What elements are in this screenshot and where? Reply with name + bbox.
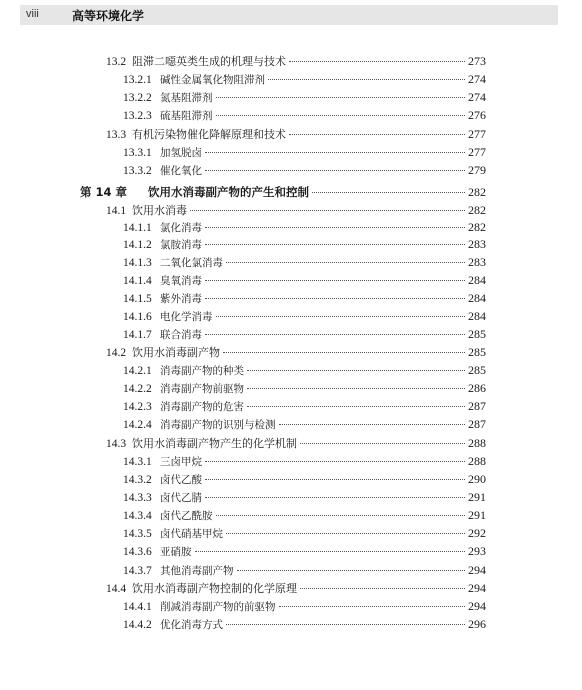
toc-entry bbox=[123, 219, 486, 235]
toc-entry-page: 276 bbox=[468, 108, 486, 122]
toc-entry-page: 294 bbox=[468, 581, 486, 595]
toc-entry-number: 14.1 bbox=[106, 205, 127, 217]
toc-entry-page: 273 bbox=[468, 54, 486, 68]
toc-entry bbox=[80, 184, 486, 200]
toc-entry-title: 二氧化氯消毒 bbox=[160, 257, 223, 269]
toc-entry bbox=[123, 616, 486, 632]
toc-entry bbox=[106, 202, 486, 218]
toc-entry bbox=[123, 362, 486, 378]
toc-entry-page: 287 bbox=[468, 417, 486, 431]
toc-entry-page: 286 bbox=[468, 381, 486, 395]
dot-leader bbox=[205, 298, 465, 299]
toc-entry-page: 282 bbox=[468, 203, 486, 217]
toc-entry-number: 14.1.4 bbox=[123, 275, 152, 287]
toc-entry bbox=[106, 53, 486, 69]
toc-entry bbox=[123, 525, 486, 541]
toc-entry bbox=[123, 453, 486, 469]
toc-entry-page: 277 bbox=[468, 145, 486, 159]
dot-leader bbox=[195, 551, 466, 552]
toc-entry bbox=[123, 236, 486, 252]
dot-leader bbox=[223, 352, 465, 353]
dot-leader bbox=[300, 443, 465, 444]
dot-leader bbox=[216, 115, 466, 116]
toc-entry bbox=[123, 380, 486, 396]
toc-entry bbox=[123, 326, 486, 342]
toc-entry-number: 14.2.2 bbox=[123, 383, 152, 395]
toc-entry-number: 14.1.1 bbox=[123, 222, 152, 234]
toc-entry-title: 饮用水消毒 bbox=[132, 204, 187, 217]
toc-entry bbox=[123, 107, 486, 123]
toc-entry bbox=[123, 272, 486, 288]
toc-entry-number: 14.1.3 bbox=[123, 257, 152, 269]
toc-entry-page: 288 bbox=[468, 454, 486, 468]
toc-entry-title: 饮用水消毒副产物 bbox=[132, 346, 220, 359]
dot-leader bbox=[205, 334, 465, 335]
toc-entry-title: 消毒副产物的种类 bbox=[160, 365, 244, 377]
toc-entry-title: 消毒副产物的识别与检测 bbox=[160, 419, 276, 431]
toc-entry bbox=[123, 416, 486, 432]
toc-entry-page: 284 bbox=[468, 309, 486, 323]
dot-leader bbox=[205, 280, 465, 281]
toc-entry-title: 优化消毒方式 bbox=[160, 619, 223, 631]
book-title: 高等环境化学 bbox=[72, 9, 145, 23]
toc-entry-page: 274 bbox=[468, 90, 486, 104]
toc-entry bbox=[123, 290, 486, 306]
toc-entry-title: 其他消毒副产物 bbox=[160, 565, 234, 577]
dot-leader bbox=[247, 388, 465, 389]
toc-entry-number: 13.3.2 bbox=[123, 165, 152, 177]
toc-entry-number: 14.3.7 bbox=[123, 565, 152, 577]
toc-entry-number: 14.2 bbox=[106, 347, 127, 359]
toc-entry-title: 加氢脱卤 bbox=[160, 147, 202, 159]
toc-entry-page: 294 bbox=[468, 563, 486, 577]
toc-entry bbox=[106, 126, 486, 142]
dot-leader bbox=[205, 170, 465, 171]
toc-entry bbox=[123, 162, 486, 178]
dot-leader bbox=[300, 588, 465, 589]
toc-entry bbox=[123, 308, 486, 324]
toc-entry-title: 联合消毒 bbox=[160, 329, 202, 341]
toc-entry-title: 饮用水消毒副产物的产生和控制 bbox=[148, 185, 309, 199]
toc-entry bbox=[123, 89, 486, 105]
toc-entry-page: 283 bbox=[468, 255, 486, 269]
dot-leader bbox=[237, 570, 466, 571]
toc-entry-page: 292 bbox=[468, 526, 486, 540]
toc-entry-title: 三卤甲烷 bbox=[160, 456, 202, 468]
toc-entry-page: 291 bbox=[468, 490, 486, 504]
toc-entry-number: 13.3 bbox=[106, 129, 127, 141]
toc-entry-title: 催化氧化 bbox=[160, 165, 202, 177]
toc-entry-page: 274 bbox=[468, 72, 486, 86]
toc-entry-page: 291 bbox=[468, 508, 486, 522]
toc-entry bbox=[106, 344, 486, 360]
dot-leader bbox=[216, 97, 466, 98]
dot-leader bbox=[247, 406, 465, 407]
toc-entry-page: 284 bbox=[468, 291, 486, 305]
toc-entry-page: 277 bbox=[468, 127, 486, 141]
toc-entry-title: 氯化消毒 bbox=[160, 222, 202, 234]
toc-entry-number: 13.2 bbox=[106, 56, 127, 68]
toc-entry-title: 卤代乙腈 bbox=[160, 492, 202, 504]
toc-entry bbox=[123, 144, 486, 160]
toc-entry-title: 紫外消毒 bbox=[160, 293, 202, 305]
toc-entry bbox=[123, 507, 486, 523]
dot-leader bbox=[279, 424, 466, 425]
toc-entry-number: 第 14 章 bbox=[80, 185, 128, 199]
toc-entry-number: 14.4.2 bbox=[123, 619, 152, 631]
toc-entry-page: 293 bbox=[468, 544, 486, 558]
toc-entry-title: 削减消毒副产物的前驱物 bbox=[160, 601, 276, 613]
toc-entry-number: 14.3.4 bbox=[123, 510, 152, 522]
toc-entry bbox=[106, 435, 486, 451]
dot-leader bbox=[205, 461, 465, 462]
toc-entry-page: 284 bbox=[468, 273, 486, 287]
toc-entry bbox=[123, 71, 486, 87]
dot-leader bbox=[205, 479, 465, 480]
toc-entry-number: 14.2.1 bbox=[123, 365, 152, 377]
toc-entry bbox=[123, 598, 486, 614]
toc-entry-number: 14.4.1 bbox=[123, 601, 152, 613]
toc-entry-number: 14.1.5 bbox=[123, 293, 152, 305]
toc-entry-number: 13.2.3 bbox=[123, 110, 152, 122]
toc-entry bbox=[123, 543, 486, 559]
toc-entry-number: 13.2.1 bbox=[123, 74, 152, 86]
toc-entry-number: 14.1.7 bbox=[123, 329, 152, 341]
toc-entry-page: 279 bbox=[468, 163, 486, 177]
page-number: viii bbox=[26, 8, 39, 20]
dot-leader bbox=[205, 227, 465, 228]
toc-entry-number: 14.1.2 bbox=[123, 239, 152, 251]
toc-entry-title: 电化学消毒 bbox=[160, 311, 213, 323]
toc-entry-title: 饮用水消毒副产物控制的化学原理 bbox=[132, 582, 297, 595]
toc-entry-title: 氮基阻滞剂 bbox=[160, 92, 213, 104]
dot-leader bbox=[216, 515, 466, 516]
toc-entry-title: 亚硝胺 bbox=[160, 546, 192, 558]
toc-entry-number: 14.3.5 bbox=[123, 528, 152, 540]
dot-leader bbox=[268, 79, 465, 80]
toc-entry-title: 消毒副产物前驱物 bbox=[160, 383, 244, 395]
toc-entry-title: 有机污染物催化降解原理和技术 bbox=[132, 128, 286, 141]
toc-entry-number: 14.3.2 bbox=[123, 474, 152, 486]
toc-entry bbox=[123, 489, 486, 505]
dot-leader bbox=[289, 61, 465, 62]
dot-leader bbox=[226, 533, 465, 534]
toc-entry-title: 卤代硝基甲烷 bbox=[160, 528, 223, 540]
toc-entry-number: 14.3.1 bbox=[123, 456, 152, 468]
dot-leader bbox=[226, 262, 465, 263]
toc-entry-page: 282 bbox=[468, 185, 486, 199]
dot-leader bbox=[190, 210, 465, 211]
toc-entry-page: 287 bbox=[468, 399, 486, 413]
toc-entry-title: 硫基阻滞剂 bbox=[160, 110, 213, 122]
toc-entry-page: 288 bbox=[468, 436, 486, 450]
toc-entry-title: 饮用水消毒副产物产生的化学机制 bbox=[132, 437, 297, 450]
toc-entry-page: 294 bbox=[468, 599, 486, 613]
toc-entry-number: 14.4 bbox=[106, 583, 127, 595]
toc-entry bbox=[123, 471, 486, 487]
toc-entry-title: 卤代乙酸 bbox=[160, 474, 202, 486]
toc-entry-number: 14.2.3 bbox=[123, 401, 152, 413]
dot-leader bbox=[226, 624, 465, 625]
toc-entry-number: 13.2.2 bbox=[123, 92, 152, 104]
dot-leader bbox=[247, 370, 465, 371]
toc-entry-title: 氯胺消毒 bbox=[160, 239, 202, 251]
toc-entry-title: 碱性金属氧化物阻滞剂 bbox=[160, 74, 265, 86]
toc-entry bbox=[106, 580, 486, 596]
toc-entry-number: 14.3 bbox=[106, 438, 127, 450]
toc-entry-title: 臭氧消毒 bbox=[160, 275, 202, 287]
dot-leader bbox=[205, 152, 465, 153]
toc-entry-page: 283 bbox=[468, 237, 486, 251]
toc-entry-title: 阻滞二噁英类生成的机理与技术 bbox=[132, 55, 286, 68]
dot-leader bbox=[205, 244, 465, 245]
dot-leader bbox=[289, 134, 465, 135]
toc-entry bbox=[123, 398, 486, 414]
toc-entry-number: 13.3.1 bbox=[123, 147, 152, 159]
toc-entry-number: 14.2.4 bbox=[123, 419, 152, 431]
dot-leader bbox=[279, 606, 466, 607]
toc-entry-title: 消毒副产物的危害 bbox=[160, 401, 244, 413]
toc-entry bbox=[123, 562, 486, 578]
toc-entry-number: 14.1.6 bbox=[123, 311, 152, 323]
toc-entry-number: 14.3.6 bbox=[123, 546, 152, 558]
toc-entry-number: 14.3.3 bbox=[123, 492, 152, 504]
toc-entry bbox=[123, 254, 486, 270]
toc-entry-page: 285 bbox=[468, 327, 486, 341]
dot-leader bbox=[216, 316, 466, 317]
dot-leader bbox=[205, 497, 465, 498]
toc-entry-page: 290 bbox=[468, 472, 486, 486]
toc-entry-title: 卤代乙酰胺 bbox=[160, 510, 213, 522]
toc-entry-page: 285 bbox=[468, 363, 486, 377]
toc-entry-page: 282 bbox=[468, 220, 486, 234]
dot-leader bbox=[312, 192, 465, 193]
toc-entry-page: 296 bbox=[468, 617, 486, 631]
toc-entry-page: 285 bbox=[468, 345, 486, 359]
